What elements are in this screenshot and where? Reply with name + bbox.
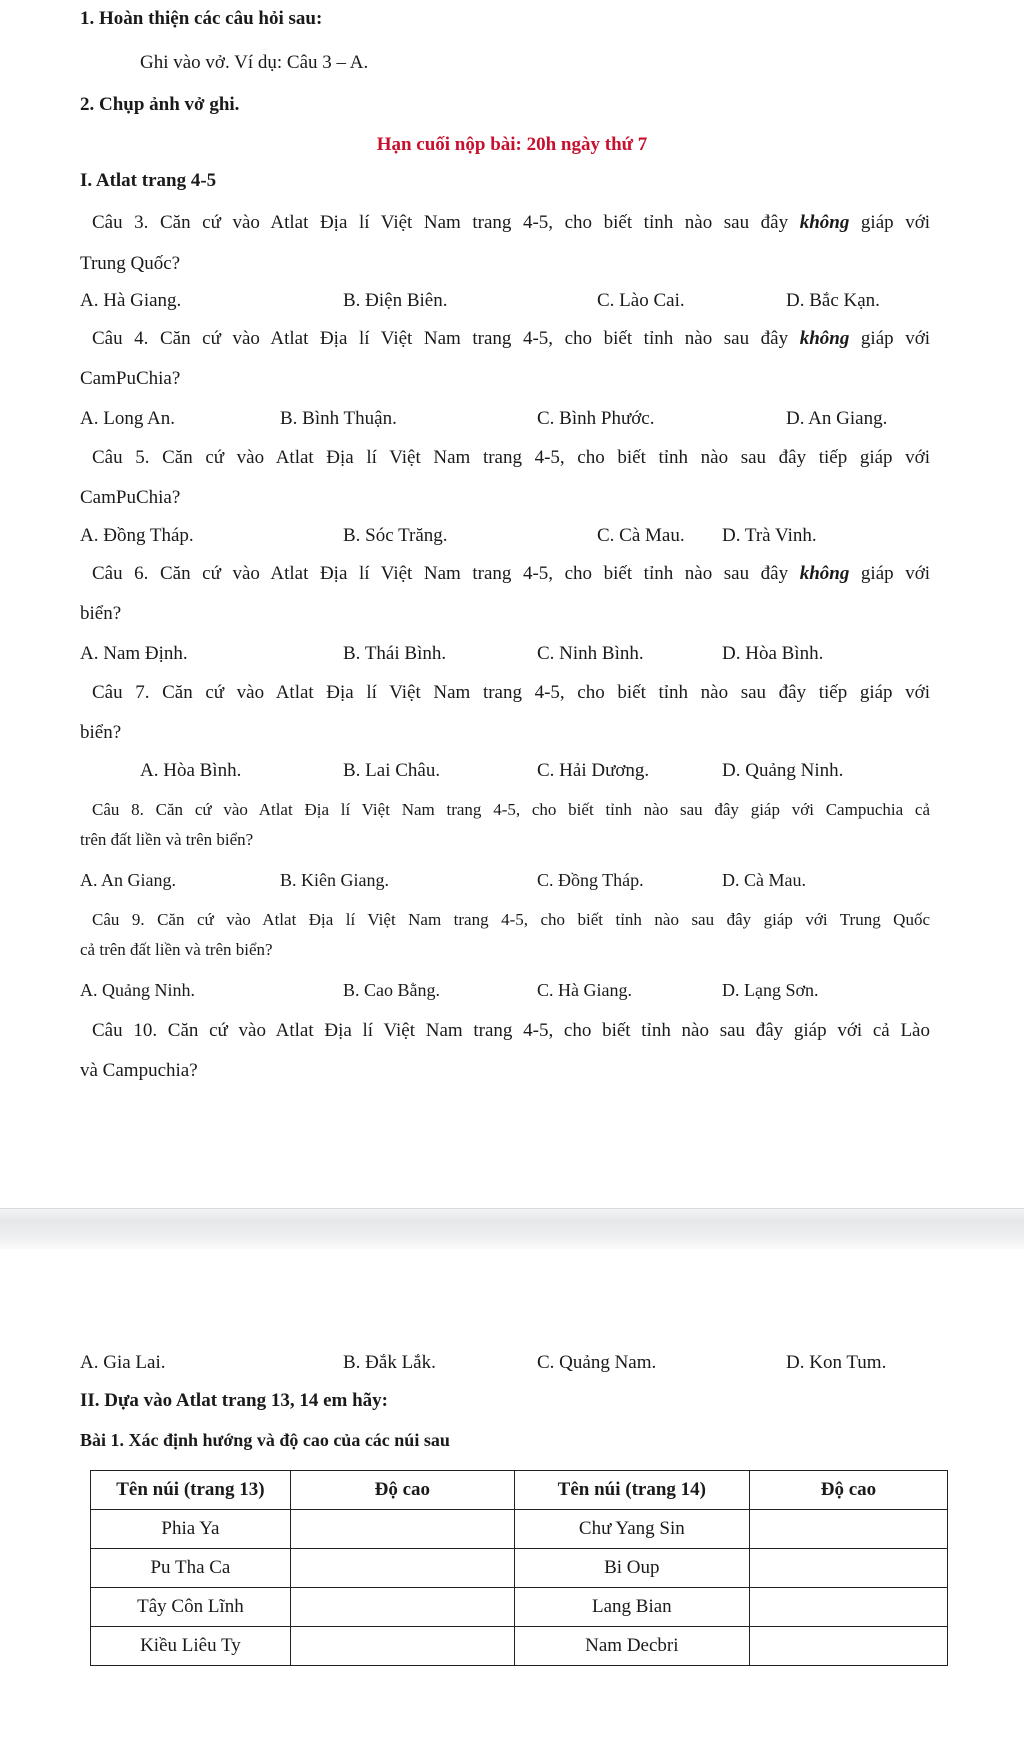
- question-10-line2: và Campuchia?: [80, 1060, 198, 1081]
- question-6-option-b: B. Thái Bình.: [343, 643, 447, 664]
- question-3-line1: [92, 212, 930, 234]
- question-10-line1: [92, 1020, 930, 1042]
- question-8-option-a: A. An Giang.: [80, 870, 176, 890]
- question-10-text: Câu 10. Căn cứ vào Atlat Địa lí Việt Nam trang 4-5, cho biết tỉnh nào sau đây giáp với cả Lào: [92, 1020, 930, 1041]
- question-7-option-d: D. Quảng Ninh.: [722, 760, 844, 781]
- header-mountain-p13: Tên núi (trang 13): [91, 1471, 291, 1510]
- question-8-line2: trên đất liền và trên biển?: [80, 830, 254, 849]
- table-row: [91, 1549, 948, 1588]
- question-9-line2: cả trên đất liền và trên biển?: [80, 940, 273, 959]
- cell-mountain-p14: Bi Oup: [514, 1549, 749, 1588]
- page-break-band: [0, 1208, 1024, 1249]
- table-row: [91, 1588, 948, 1627]
- question-5-option-c: C. Cà Mau.: [597, 525, 685, 546]
- section-1-title: I. Atlat trang 4-5: [80, 170, 217, 191]
- instruction-2: 2. Chụp ảnh vở ghi.: [80, 94, 240, 115]
- question-6-text: Câu 6. Căn cứ vào Atlat Địa lí Việt Nam trang 4-5, cho biết tỉnh nào sau đây: [92, 563, 789, 584]
- question-4-text-end: giáp với: [860, 328, 931, 349]
- question-5-option-b: B. Sóc Trăng.: [343, 525, 448, 546]
- table-row: [91, 1627, 948, 1666]
- question-5-text: Câu 5. Căn cứ vào Atlat Địa lí Việt Nam trang 4-5, cho biết tỉnh nào sau đây tiếp giáp với: [92, 447, 930, 468]
- question-10-option-a: A. Gia Lai.: [80, 1352, 166, 1373]
- mountain-table: [90, 1470, 948, 1666]
- question-4-emphasis: không: [799, 328, 850, 349]
- question-7-option-b: B. Lai Châu.: [343, 760, 441, 781]
- cell-height-input[interactable]: [749, 1588, 947, 1627]
- question-3-text: Câu 3. Căn cứ vào Atlat Địa lí Việt Nam trang 4-5, cho biết tỉnh nào sau đây: [92, 212, 789, 233]
- header-mountain-p14: Tên núi (trang 14): [514, 1471, 749, 1510]
- header-height-1: Độ cao: [290, 1471, 514, 1510]
- question-3-line2: Trung Quốc?: [80, 253, 181, 274]
- question-7-line1: [92, 682, 930, 704]
- question-3-option-c: C. Lào Cai.: [597, 290, 685, 311]
- cell-mountain-p14: Nam Decbri: [514, 1627, 749, 1666]
- question-8-line1: [92, 800, 930, 820]
- question-8-option-d: D. Cà Mau.: [722, 870, 806, 890]
- cell-mountain-p13: Pu Tha Ca: [91, 1549, 291, 1588]
- cell-height-input[interactable]: [290, 1627, 514, 1666]
- question-9-text: Câu 9. Căn cứ vào Atlat Địa lí Việt Nam trang 4-5, cho biết tỉnh nào sau đây giáp với Trung Quốc: [92, 910, 930, 929]
- question-4-line1: [92, 328, 930, 350]
- question-4-option-c: C. Bình Phước.: [537, 408, 655, 429]
- cell-mountain-p13: Tây Côn Lĩnh: [91, 1588, 291, 1627]
- question-3-text-end: giáp với: [860, 212, 931, 233]
- instruction-1: 1. Hoàn thiện các câu hỏi sau:: [80, 8, 323, 29]
- question-4-option-b: B. Bình Thuận.: [280, 408, 397, 429]
- cell-height-input[interactable]: [290, 1510, 514, 1549]
- question-8-text: Câu 8. Căn cứ vào Atlat Địa lí Việt Nam trang 4-5, cho biết tỉnh nào sau đây giáp với Campuchia cả: [92, 800, 930, 819]
- cell-mountain-p14: Lang Bian: [514, 1588, 749, 1627]
- question-7-line2: biển?: [80, 722, 122, 743]
- question-6-line2: biển?: [80, 603, 122, 624]
- cell-height-input[interactable]: [290, 1588, 514, 1627]
- instruction-1-note: Ghi vào vở. Ví dụ: Câu 3 – A.: [140, 52, 369, 73]
- exercise-1-title: Bài 1. Xác định hướng và độ cao của các núi sau: [80, 1430, 450, 1450]
- question-10-option-b: B. Đắk Lắk.: [343, 1352, 436, 1373]
- question-9-option-c: C. Hà Giang.: [537, 980, 632, 1000]
- question-9-option-d: D. Lạng Sơn.: [722, 980, 819, 1000]
- question-8-option-c: C. Đồng Tháp.: [537, 870, 644, 890]
- question-3-option-d: D. Bắc Kạn.: [786, 290, 880, 311]
- question-6-line1: [92, 563, 930, 585]
- question-4-option-d: D. An Giang.: [786, 408, 888, 429]
- question-7-text: Câu 7. Căn cứ vào Atlat Địa lí Việt Nam trang 4-5, cho biết tỉnh nào sau đây tiếp giáp với: [92, 682, 930, 703]
- question-9-option-b: B. Cao Bằng.: [343, 980, 440, 1000]
- question-5-line1: [92, 447, 930, 469]
- cell-height-input[interactable]: [749, 1627, 947, 1666]
- question-7-option-c: C. Hải Dương.: [537, 760, 650, 781]
- table-header-row: [91, 1471, 948, 1510]
- question-5-line2: CamPuChia?: [80, 487, 181, 508]
- question-3-option-a: A. Hà Giang.: [80, 290, 182, 311]
- question-7-option-a: A. Hòa Bình.: [140, 760, 242, 781]
- question-9-option-a: A. Quảng Ninh.: [80, 980, 195, 1000]
- cell-mountain-p13: Kiều Liêu Ty: [91, 1627, 291, 1666]
- question-5-option-d: D. Trà Vinh.: [722, 525, 817, 546]
- question-6-option-c: C. Ninh Bình.: [537, 643, 644, 664]
- question-10-option-d: D. Kon Tum.: [786, 1352, 887, 1373]
- question-8-option-b: B. Kiên Giang.: [280, 870, 389, 890]
- question-6-text-end: giáp với: [860, 563, 931, 584]
- question-10-option-c: C. Quảng Nam.: [537, 1352, 657, 1373]
- question-9-line1: [92, 910, 930, 930]
- question-4-line2: CamPuChia?: [80, 368, 181, 389]
- question-4-text: Câu 4. Căn cứ vào Atlat Địa lí Việt Nam trang 4-5, cho biết tỉnh nào sau đây: [92, 328, 789, 349]
- cell-height-input[interactable]: [290, 1549, 514, 1588]
- cell-height-input[interactable]: [749, 1549, 947, 1588]
- section-2-title: II. Dựa vào Atlat trang 13, 14 em hãy:: [80, 1390, 388, 1411]
- deadline-text: Hạn cuối nộp bài: 20h ngày thứ 7: [376, 134, 648, 155]
- cell-mountain-p14: Chư Yang Sin: [514, 1510, 749, 1549]
- question-3-emphasis: không: [799, 212, 850, 233]
- table-row: [91, 1510, 948, 1549]
- question-4-option-a: A. Long An.: [80, 408, 175, 429]
- cell-height-input[interactable]: [749, 1510, 947, 1549]
- question-6-option-a: A. Nam Định.: [80, 643, 188, 664]
- question-6-emphasis: không: [799, 563, 850, 584]
- question-6-option-d: D. Hòa Bình.: [722, 643, 824, 664]
- question-5-option-a: A. Đồng Tháp.: [80, 525, 194, 546]
- cell-mountain-p13: Phia Ya: [91, 1510, 291, 1549]
- question-3-option-b: B. Điện Biên.: [343, 290, 448, 311]
- header-height-2: Độ cao: [749, 1471, 947, 1510]
